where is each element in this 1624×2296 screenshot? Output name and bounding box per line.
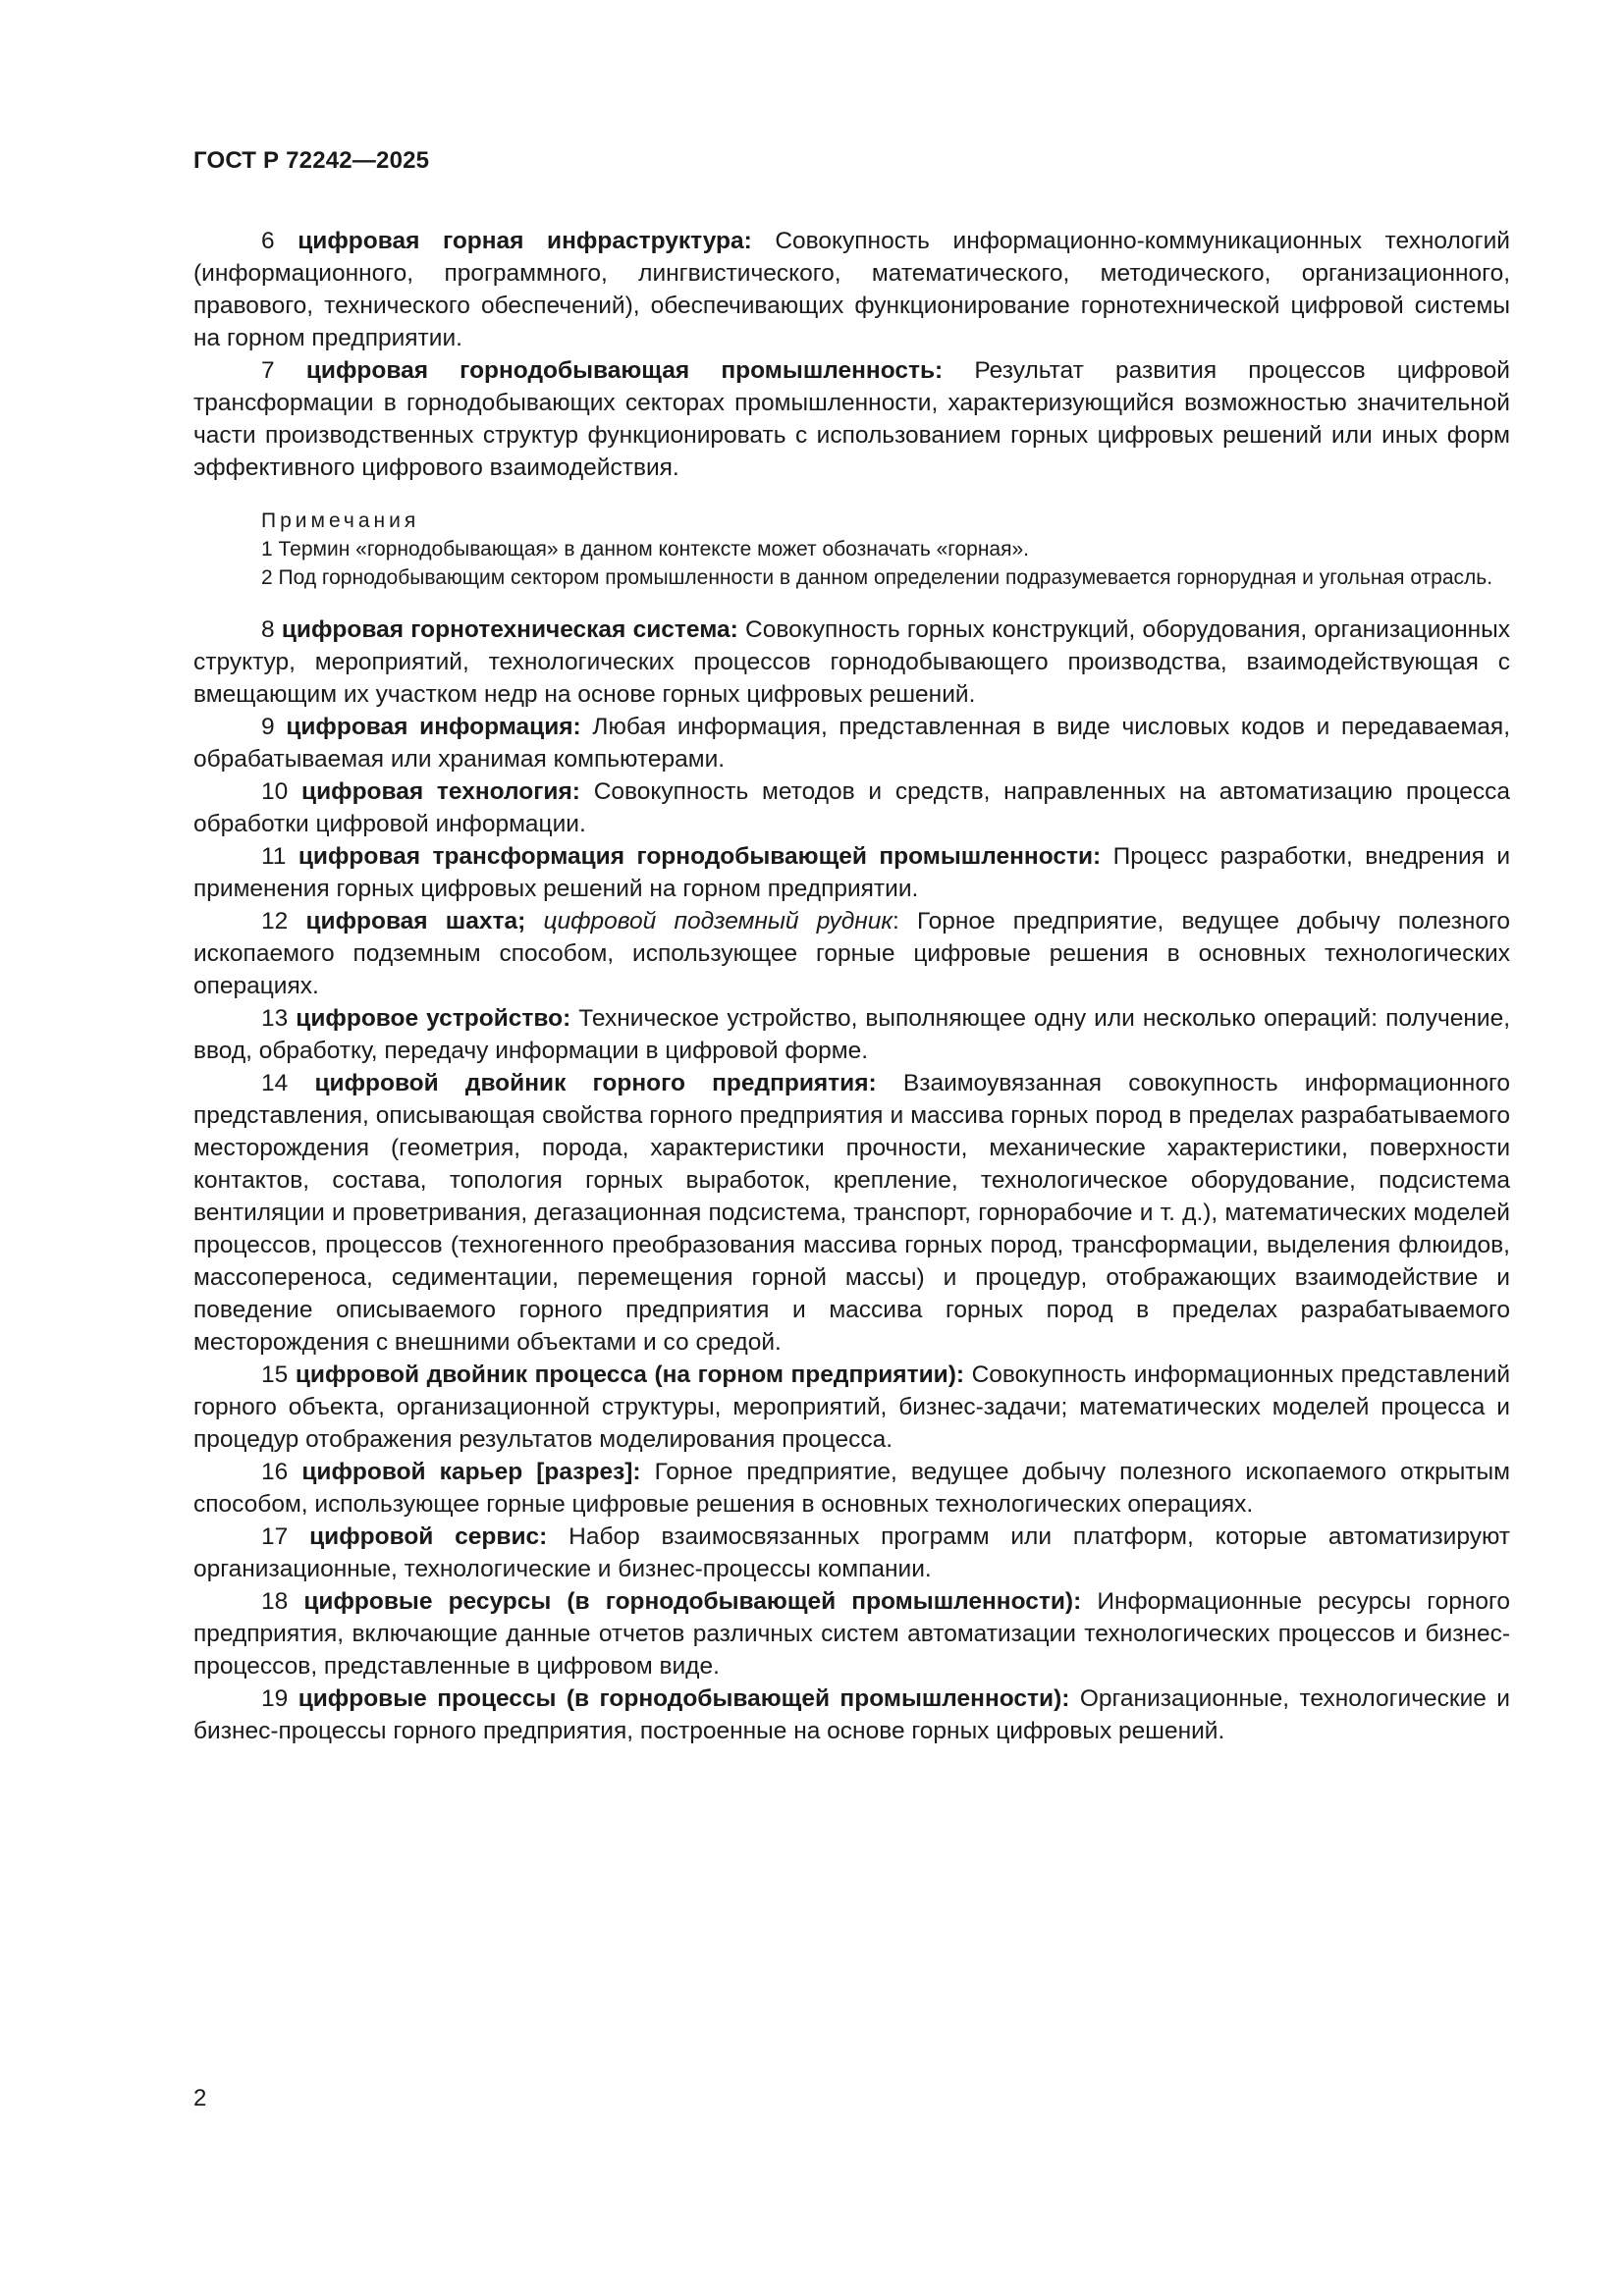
note-item (193, 535, 1510, 563)
term-entry (193, 905, 1510, 1002)
term-entry (193, 1521, 1510, 1585)
document-header: ГОСТ Р 72242—2025 (193, 147, 430, 174)
term-name: цифровая информация: (286, 714, 581, 740)
page-number: 2 (193, 2085, 207, 2111)
term-name: цифровой сервис: (309, 1523, 548, 1550)
term-definition: Результат развития процессов цифровой трансформации в горнодобывающих секторах промышленности, характеризующийся возможностью значительной части производственных структур функционировать с использованием горных цифровых решений или иных форм эффективного цифрового взаимодействия. (193, 357, 1510, 481)
term-number: 10 (261, 778, 289, 805)
notes-title: Примечания (261, 509, 420, 532)
term-definition: Совокупность информационно-коммуникационных технологий (информационного, программного, лингвистического, математического, методического, организационного, правового, технического обеспечений), обеспечивающих функционирование горнотехнической цифровой системы на горном предприятии. (193, 228, 1510, 351)
term-entry (193, 1585, 1510, 1682)
term-number: 11 (261, 843, 287, 870)
term-name: цифровая горнотехническая система: (281, 616, 738, 643)
note-number: 1 (261, 538, 273, 561)
term-name: цифровой двойник процесса (на горном предприятии): (295, 1362, 965, 1388)
term-definition: Совокупность информационных представлений горного объекта, организационной структуры, мероприятий, бизнес-задачи; математических моделей процесса и процедур отображения результатов моделирования процесса. (193, 1362, 1510, 1453)
term-definition: Совокупность горных конструкций, оборудования, организационных структур, мероприятий, технологических процессов горнодобывающего производства, взаимодействующая с вмещающим их участком недр на основе горных цифровых решений. (193, 616, 1510, 708)
note-text: Термин «горнодобывающая» в данном контексте может обозначать «горная». (278, 538, 1029, 561)
term-entry (193, 225, 1510, 354)
term-entry (193, 840, 1510, 905)
term-entry (193, 775, 1510, 840)
note-number: 2 (261, 566, 273, 589)
term-entry (193, 614, 1510, 711)
term-name: цифровая горная инфраструктура: (298, 228, 752, 254)
term-number: 8 (261, 616, 275, 643)
term-definition: Техническое устройство, выполняющее одну или несколько операций: получение, ввод, обработку, передачу информации в цифровой форме. (193, 1005, 1511, 1064)
term-name: цифровое устройство: (296, 1005, 571, 1032)
term-definition: Любая информация, представленная в виде числовых кодов и передаваемая, обрабатываемая или хранимая компьютерами. (193, 714, 1511, 773)
terms-list (193, 225, 1510, 484)
term-name: цифровой карьер [разрез]: (301, 1459, 641, 1485)
term-entry (193, 1682, 1510, 1747)
term-entry (193, 1067, 1510, 1359)
term-definition: Информационные ресурсы горного предприятия, включающие данные отчетов различных систем автоматизации технологических процессов и бизнес-процессов, представленные в цифровом виде. (193, 1588, 1511, 1680)
term-definition: Набор взаимосвязанных программ или платформ, которые автоматизируют организационные, технологические и бизнес-процессы компании. (193, 1523, 1511, 1582)
notes-block (193, 507, 1510, 592)
document-body (193, 225, 1510, 1747)
term-number: 18 (261, 1588, 289, 1615)
term-number: 19 (261, 1685, 289, 1712)
term-name: цифровые ресурсы (в горнодобывающей промышленности): (303, 1588, 1082, 1615)
term-entry (193, 354, 1510, 484)
term-definition: Взаимоувязанная совокупность информационного представления, описывающая свойства горного предприятия и массива горных пород в пределах разрабатываемого месторождения (геометрия, порода, характеристики прочности, механические характеристики, поверхности контактов, состава, топология горных выработок, крепление, технологическое оборудование, подсистема вентиляции и проветривания, дегазационная подсистема, транспорт, горнорабочие и т. д.), математических моделей процессов, процессов (техногенного преобразования массива горных пород, трансформации, выделения флюидов, массопереноса, седиментации, перемещения горной массы) и процедур, отображающих взаимодействие и поведение описываемого горного предприятия и массива горных пород в пределах разрабатываемого месторождения с внешними объектами и со средой. (193, 1070, 1510, 1356)
term-definition: Совокупность методов и средств, направленных на автоматизацию процесса обработки цифровой информации. (193, 778, 1510, 837)
term-entry (193, 711, 1510, 775)
term-name: цифровая горнодобывающая промышленность: (305, 357, 944, 384)
term-definition: Процесс разработки, внедрения и применения горных цифровых решений на горном предприятии. (193, 843, 1511, 902)
term-name: цифровые процессы (в горнодобывающей промышленности): (298, 1685, 1070, 1712)
notes-list (193, 535, 1510, 592)
term-name: цифровая технология: (301, 778, 580, 805)
term-number: 14 (261, 1070, 289, 1096)
term-synonym: цифровой подземный рудник (543, 908, 893, 934)
term-number: 16 (261, 1459, 289, 1485)
term-number: 13 (261, 1005, 289, 1032)
term-name: цифровая шахта; (305, 908, 526, 934)
term-name: цифровая трансформация горнодобывающей промышленности: (298, 843, 1102, 870)
note-item (193, 563, 1510, 592)
term-entry (193, 1359, 1510, 1456)
term-entry (193, 1002, 1510, 1067)
note-text: Под горнодобывающим сектором промышленности в данном определении подразумевается горнорудная и угольная отрасль. (278, 566, 1493, 589)
term-entry (193, 1456, 1510, 1521)
term-definition: Горное предприятие, ведущее добычу полезного ископаемого открытым способом, использующее горные цифровые решения в основных технологических операциях. (193, 1459, 1510, 1518)
terms-list (193, 614, 1510, 1747)
term-name: цифровой двойник горного предприятия: (314, 1070, 877, 1096)
term-number: 17 (261, 1523, 289, 1550)
term-number: 7 (261, 357, 275, 384)
term-definition: : Горное предприятие, ведущее добычу полезного ископаемого подземным способом, использующее горные цифровые решения в основных технологических операциях. (193, 908, 1511, 999)
term-number: 15 (261, 1362, 289, 1388)
term-number: 9 (261, 714, 275, 740)
term-definition: Организационные, технологические и бизнес-процессы горного предприятия, построенные на основе горных цифровых решений. (193, 1685, 1510, 1744)
term-number: 6 (261, 228, 275, 254)
term-number: 12 (261, 908, 289, 934)
